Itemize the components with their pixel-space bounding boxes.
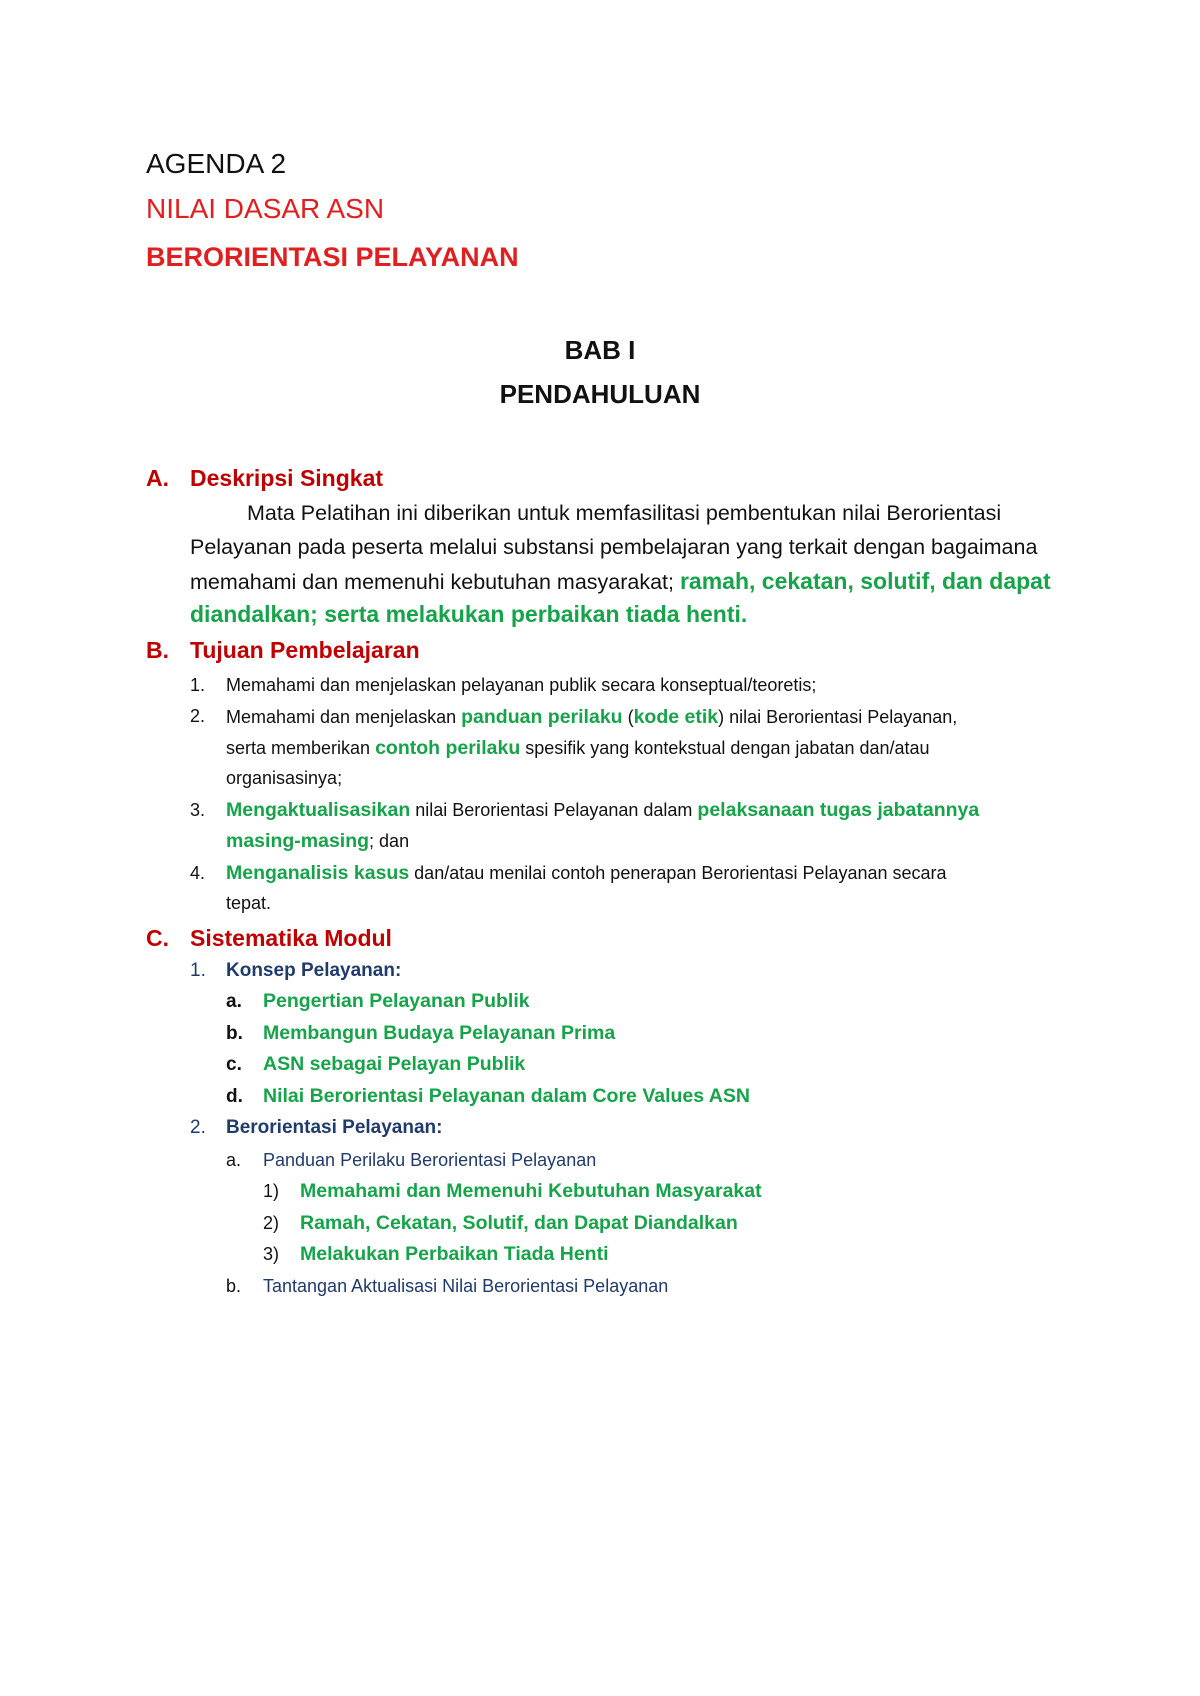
section-c-title: Sistematika Modul [190, 925, 392, 951]
objective-3-text-e: ; dan [369, 831, 410, 851]
module-1-number: 1. [190, 960, 206, 981]
module-1-title: Konsep Pelayanan: [226, 960, 402, 981]
objective-4-highlight-analisis: Menganalisis kasus [226, 862, 410, 884]
objective-2-highlight-kode-etik: kode etik [633, 706, 719, 728]
objective-3-highlight-masing: masing-masing [226, 830, 370, 852]
objective-1-text: Memahami dan menjelaskan pelayanan publik secara konseptual/teoretis; [226, 675, 817, 695]
objective-4-text-b: dan/atau menilai contoh penerapan Berorientasi Pelayanan secara [409, 863, 947, 883]
objective-3-number: 3. [190, 800, 206, 820]
topic-heading: BERORIENTASI PELAYANAN [146, 242, 519, 272]
module-2a-1-number: 1) [263, 1181, 280, 1201]
objective-4-number: 4. [190, 863, 206, 883]
module-1c-text: ASN sebagai Pelayan Publik [263, 1053, 526, 1075]
module-2a-3-number: 3) [263, 1244, 280, 1264]
objective-2-highlight-contoh: contoh perilaku [375, 737, 521, 759]
module-2a-2-text: Ramah, Cekatan, Solutif, dan Dapat Diandalkan [300, 1212, 738, 1234]
chapter-number: BAB I [564, 335, 636, 365]
module-1a-letter: a. [226, 991, 242, 1012]
module-1a-text: Pengertian Pelayanan Publik [263, 990, 530, 1012]
objective-2-text-f: serta memberikan [226, 738, 376, 758]
objective-2-text-h: spesifik yang kontekstual dengan jabatan dan/atau [520, 738, 930, 758]
section-a-letter: A. [146, 465, 169, 491]
module-2a-1-text: Memahami dan Memenuhi Kebutuhan Masyarakat [300, 1180, 762, 1202]
objective-3-text-b: nilai Berorientasi Pelayanan dalam [410, 800, 698, 820]
module-2a-letter: a. [226, 1150, 242, 1170]
module-1c-letter: c. [226, 1054, 242, 1075]
objective-2-line-2 [226, 737, 930, 760]
section-c-letter: C. [146, 925, 169, 951]
module-1d-text: Nilai Berorientasi Pelayanan dalam Core Values ASN [263, 1085, 750, 1107]
section-a-title: Deskripsi Singkat [190, 465, 384, 491]
module-2a-2-number: 2) [263, 1213, 280, 1233]
module-2b-text: Tantangan Aktualisasi Nilai Berorientasi Pelayanan [263, 1276, 669, 1296]
desc-line-2: Pelayanan pada peserta melalui substansi pembelajaran yang terkait dengan bagaimana [190, 535, 1038, 559]
chapter-title: PENDAHULUAN [499, 379, 701, 409]
module-1d-letter: d. [226, 1086, 243, 1107]
objective-2-line-1 [226, 706, 957, 729]
module-2a-3-text: Melakukan Perbaikan Tiada Henti [300, 1243, 609, 1265]
module-1b-text: Membangun Budaya Pelayanan Prima [263, 1022, 616, 1044]
objective-2-number: 2. [190, 706, 206, 726]
desc-line-3-highlight: ramah, cekatan, solutif, dan dapat [679, 568, 1051, 594]
objective-2-text-c: ( [622, 707, 634, 727]
objective-3-highlight-tugas: pelaksanaan tugas jabatannya [697, 799, 980, 821]
desc-line-4-highlight: diandalkan; serta melakukan perbaikan tiada henti. [190, 601, 748, 627]
section-b-title: Tujuan Pembelajaran [190, 637, 420, 663]
objective-4-line-2: tepat. [226, 893, 272, 913]
module-2-number: 2. [190, 1117, 206, 1138]
nilai-dasar-heading: NILAI DASAR ASN [146, 193, 385, 224]
objective-2-text-a: Memahami dan menjelaskan [226, 707, 462, 727]
agenda-label: AGENDA 2 [146, 148, 287, 179]
objective-2-line-3: organisasinya; [226, 768, 343, 788]
desc-line-3-plain: memahami dan memenuhi kebutuhan masyarakat; [190, 570, 680, 594]
objective-3-line-2 [226, 830, 409, 853]
objective-3-line-1 [226, 799, 979, 822]
module-2-title: Berorientasi Pelayanan: [226, 1117, 443, 1138]
objective-2-highlight-panduan: panduan perilaku [461, 706, 623, 728]
objective-2-text-e: ) nilai Berorientasi Pelayanan, [718, 707, 958, 727]
desc-line-3 [190, 568, 1051, 595]
module-2a-text: Panduan Perilaku Berorientasi Pelayanan [263, 1150, 597, 1170]
module-1b-letter: b. [226, 1023, 243, 1044]
desc-line-1: Mata Pelatihan ini diberikan untuk memfasilitasi pembentukan nilai Berorientasi [247, 501, 1002, 525]
module-2b-letter: b. [226, 1276, 242, 1296]
section-b-letter: B. [146, 637, 169, 663]
objective-1-number: 1. [190, 675, 206, 695]
objective-4-line-1 [226, 862, 947, 885]
objective-3-highlight-aktualisasi: Mengaktualisasikan [226, 799, 411, 821]
